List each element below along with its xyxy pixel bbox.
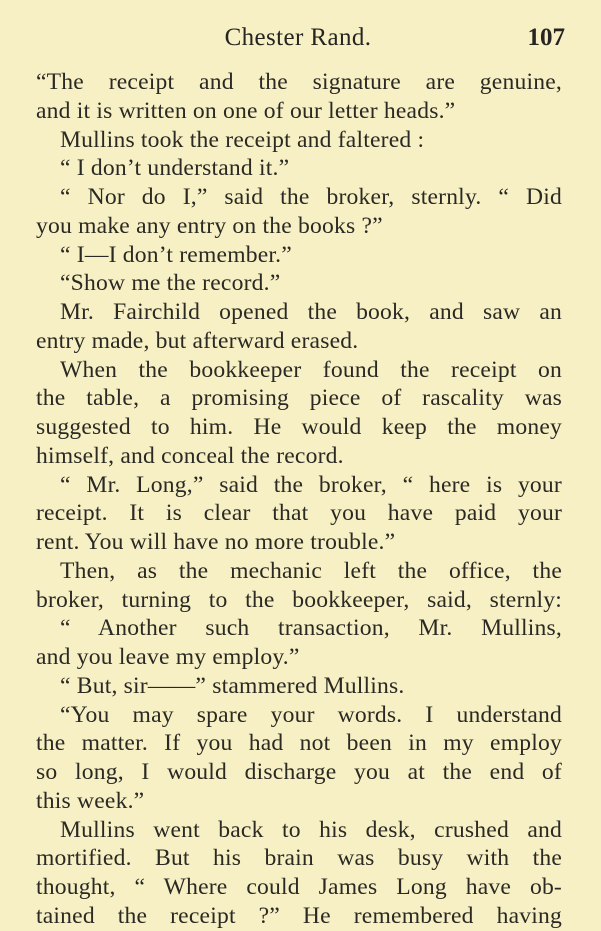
text-line: himself, and conceal the record. xyxy=(36,442,344,469)
text-line: “Show me the record.” xyxy=(60,270,281,297)
page-header xyxy=(0,24,601,54)
text-line: Mullins went back to his desk, crushed and xyxy=(60,816,562,843)
text-line: this week.” xyxy=(36,787,145,814)
text-line: “You may spare your words. I understand xyxy=(60,701,562,728)
text-line: “ Mr. Long,” said the broker, “ here is your xyxy=(60,471,562,498)
text-line: thought, “ Where could James Long have ob- xyxy=(36,874,562,900)
text-line: “ Nor do I,” said the broker, sternly. “ Did xyxy=(60,184,562,210)
text-line: entry made, but afterward erased. xyxy=(36,327,359,354)
text-line: “ I—I don’t remember.” xyxy=(60,241,292,268)
text-line: “ Another such transaction, Mr. Mullins, xyxy=(60,615,562,642)
text-line: suggested to him. He would keep the money xyxy=(36,414,562,440)
text-line: Mr. Fairchild opened the book, and saw an xyxy=(60,299,562,325)
text-line: tained the receipt ?” He remembered having xyxy=(36,902,562,929)
text-line: the matter. If you had not been in my employ xyxy=(36,730,562,757)
text-line: and it is written on one of our letter heads.” xyxy=(36,97,456,124)
text-line: “ I don’t understand it.” xyxy=(60,155,290,182)
text-line: mortified. But his brain was busy with the xyxy=(36,845,562,872)
body-text xyxy=(36,68,562,931)
text-line: you make any entry on the books ?” xyxy=(36,212,383,239)
text-line: the table, a promising piece of rascality was xyxy=(36,385,562,412)
text-line: Mullins took the receipt and faltered : xyxy=(60,126,425,153)
running-title: Chester Rand. xyxy=(224,24,372,51)
text-line: “The receipt and the signature are genuine, xyxy=(36,69,562,95)
text-line: rent. You will have no more trouble.” xyxy=(36,529,396,555)
page-number: 107 xyxy=(527,24,565,51)
text-line: “ But, sir——” stammered Mullins. xyxy=(60,672,405,699)
text-line: Then, as the mechanic left the office, the xyxy=(60,557,562,584)
text-line: When the bookkeeper found the receipt on xyxy=(60,356,562,383)
text-line: broker, turning to the bookkeeper, said, sternly: xyxy=(36,586,562,613)
text-line: and you leave my employ.” xyxy=(36,644,300,670)
text-line: receipt. It is clear that you have paid your xyxy=(36,500,562,527)
text-line: so long, I would discharge you at the end of xyxy=(36,759,562,785)
